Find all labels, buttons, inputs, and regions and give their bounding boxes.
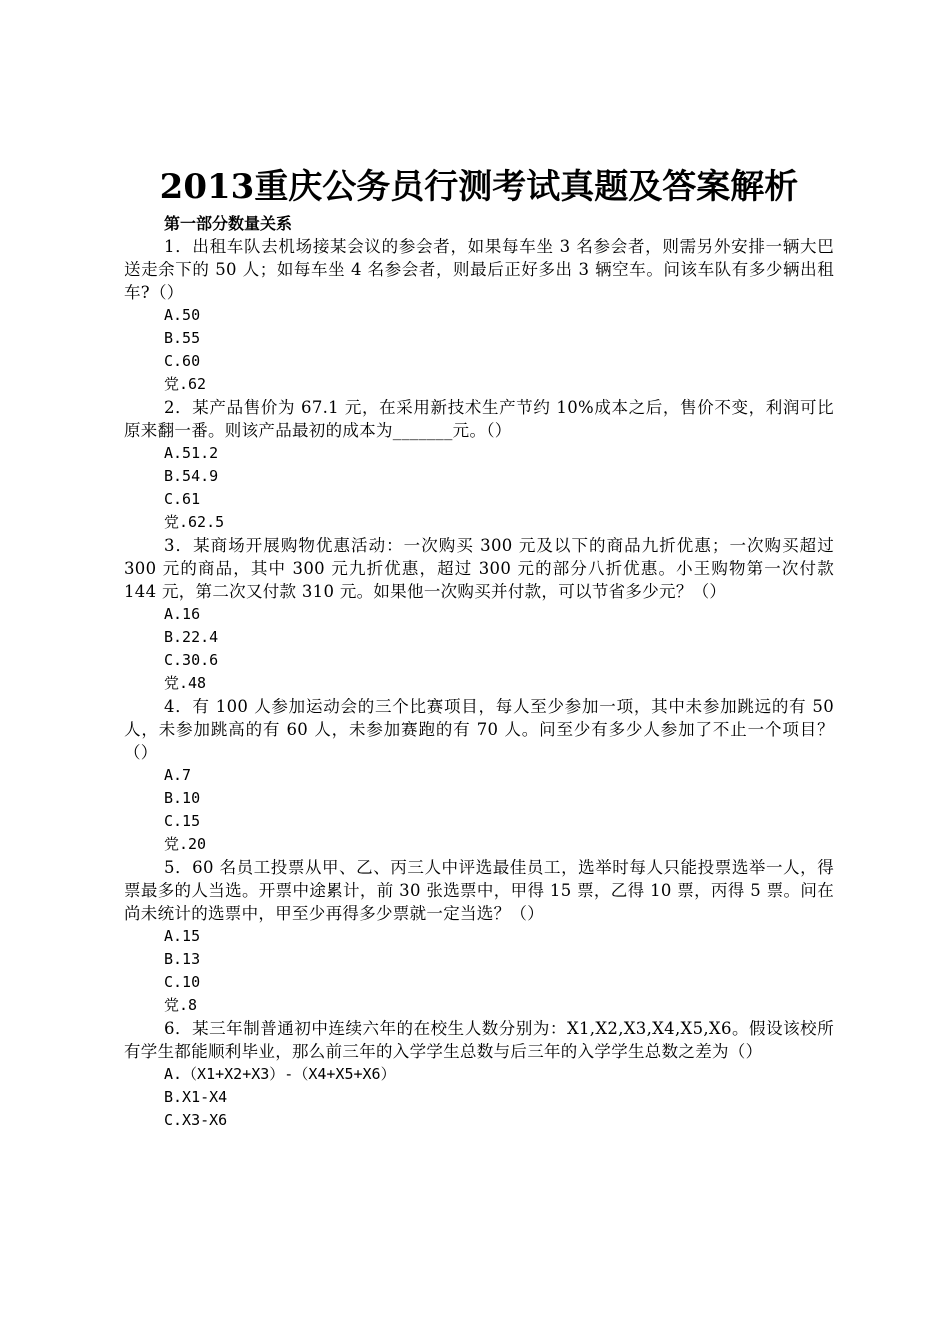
option-a: A.（X1+X2+X3）-（X4+X5+X6） bbox=[164, 1065, 396, 1083]
option-b: B.54.9 bbox=[164, 467, 219, 485]
option-c: C.10 bbox=[164, 973, 201, 991]
option-b: B.13 bbox=[164, 950, 201, 968]
question-text: 1．出租车队去机场接某会议的参会者，如果每车坐 3 名参会者，则需另外安排一辆大巴送走余下的 50 人；如每车坐 4 名参会者，则最后正好多出 3 辆空车。问该车队有多少辆出租车?（） bbox=[124, 237, 834, 302]
question-3 bbox=[124, 534, 834, 695]
option-a: A.50 bbox=[164, 306, 201, 324]
question-6 bbox=[124, 1017, 834, 1132]
section-title: 第一部分数量关系 bbox=[164, 214, 293, 233]
option-c: C.61 bbox=[164, 490, 201, 508]
option-c: C.60 bbox=[164, 352, 201, 370]
option-a: A.7 bbox=[164, 766, 192, 784]
option-b: B.10 bbox=[164, 789, 201, 807]
option-b: B.22.4 bbox=[164, 628, 219, 646]
option-a: A.15 bbox=[164, 927, 201, 945]
title-text: 重庆公务员行测考试真题及答案解析 bbox=[254, 167, 799, 207]
option-d: 党.62.5 bbox=[164, 513, 225, 531]
question-1 bbox=[124, 235, 834, 396]
option-d: 党.62 bbox=[164, 375, 207, 393]
question-4 bbox=[124, 695, 834, 856]
option-d: 党.48 bbox=[164, 674, 207, 692]
question-text: 4．有 100 人参加运动会的三个比赛项目，每人至少参加一项，其中未参加跳远的有 50 人，未参加跳高的有 60 人，未参加赛跑的有 70 人。问至少有多少人参加了不止一个项目？（） bbox=[124, 697, 834, 762]
option-b: B.X1-X4 bbox=[164, 1088, 228, 1106]
question-text: 5．60 名员工投票从甲、乙、丙三人中评选最佳员工，选举时每人只能投票选举一人，得票最多的人当选。开票中途累计，前 30 张选票中，甲得 15 票，乙得 10 票，丙得 5 票。问在尚未统计的选票中，甲至少再得多少票就一定当选？（） bbox=[124, 858, 834, 923]
option-c: C.15 bbox=[164, 812, 201, 830]
title-year: 2013 bbox=[159, 167, 255, 207]
option-b: B.55 bbox=[164, 329, 201, 347]
option-a: A.16 bbox=[164, 605, 201, 623]
option-a: A.51.2 bbox=[164, 444, 219, 462]
option-d: 党.20 bbox=[164, 835, 207, 853]
option-d: 党.8 bbox=[164, 996, 198, 1014]
option-c: C.30.6 bbox=[164, 651, 219, 669]
question-text: 2．某产品售价为 67.1 元，在采用新技术生产节约 10%成本之后，售价不变，利润可比原来翻一番。则该产品最初的成本为_______元。（） bbox=[124, 398, 834, 440]
question-2 bbox=[124, 396, 834, 534]
question-text: 3．某商场开展购物优惠活动：一次购买 300 元及以下的商品九折优惠；一次购买超过 300 元的商品，其中 300 元九折优惠，超过 300 元的部分八折优惠。小王购物第一次付款 144 元，第二次又付款 310 元。如果他一次购买并付款，可以节省多少元？（） bbox=[124, 536, 834, 601]
question-5 bbox=[124, 856, 834, 1017]
document-title bbox=[124, 164, 834, 210]
question-text: 6．某三年制普通初中连续六年的在校生人数分别为：X1,X2,X3,X4,X5,X6。假设该校所有学生都能顺利毕业，那么前三年的入学学生总数与后三年的入学学生总数之差为（） bbox=[124, 1019, 834, 1061]
option-c: C.X3-X6 bbox=[164, 1111, 228, 1129]
document-page bbox=[124, 164, 834, 1132]
